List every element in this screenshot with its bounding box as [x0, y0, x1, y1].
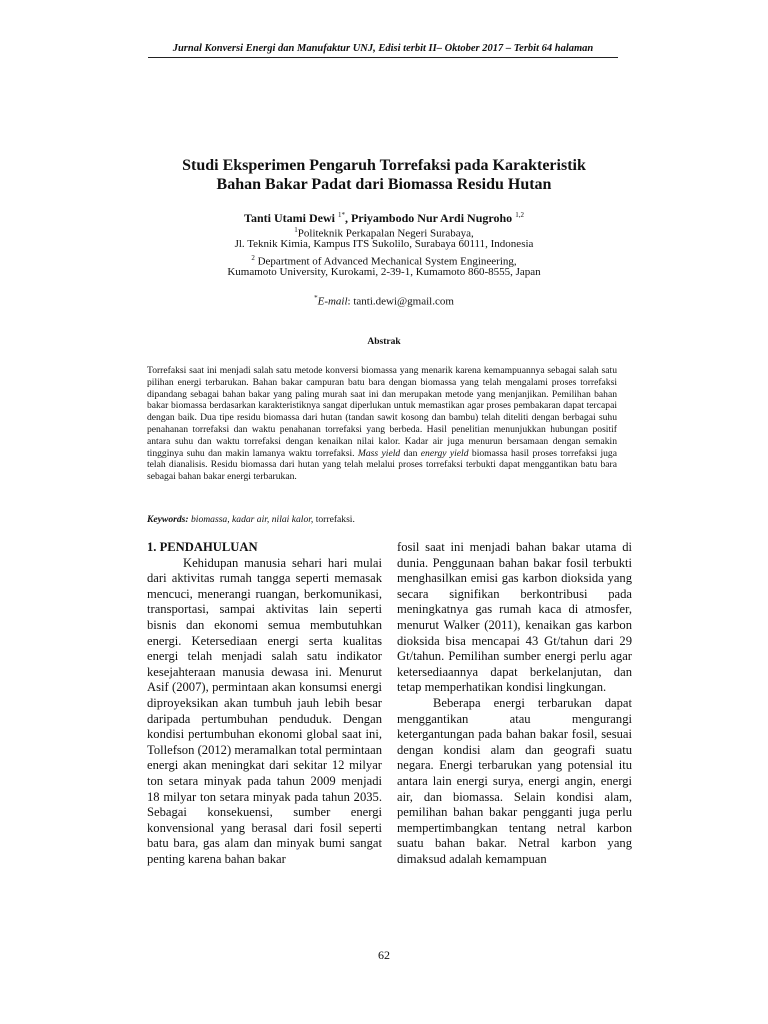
abstract-text-part: dan	[400, 447, 421, 459]
author-1: Tanti Utami Dewi	[244, 211, 335, 225]
email-address[interactable]: : tanti.dewi@gmail.com	[347, 295, 454, 308]
abstract-term-energy-yield: energy yield	[420, 447, 469, 459]
author-separator: ,	[344, 211, 351, 225]
title-line-1: Studi Eksperimen Pengaruh Torrefaksi pada Karakteristik	[182, 157, 586, 174]
author-list	[140, 208, 628, 225]
paper-title	[140, 156, 628, 194]
section-heading: 1. PENDAHULUAN	[147, 540, 258, 554]
body-paragraph: Beberapa energi terbarukan dapat menggantikan atau mengurangi ketergantungan pada bahan bakar fosil, sesuai dengan kondisi alam dan geografi suatu negara. Energi terbarukan yang potensial itu antara lain energi surya, energi angin, energi air, dan biomassa. Selain kondisi alam, pemilihan bahan bakar pengganti juga perlu mempertimbangkan tentang netral karbon suatu bahan bakar. Netral karbon yang dimaksud adalah kemampuan	[397, 695, 632, 866]
running-header: Jurnal Konversi Energi dan Manufaktur UNJ, Edisi terbit II– Oktober 2017 – Terbit 64 halaman	[148, 43, 618, 58]
abstract-text	[147, 365, 617, 483]
title-line-2: Bahan Bakar Padat dari Biomassa Residu Hutan	[216, 176, 552, 193]
body-paragraph: fosil saat ini menjadi bahan bakar utama di dunia. Penggunaan bahan bakar fosil terbukti menghasilkan emisi gas karbon dioksida yang secara signifikan berkontribusi pada meningkatnya gas rumah kaca di atmosfer, menurut Walker (2011), kenaikan gas karbon dioksida bisa mencapai 43 Gt/tahun dari 29 Gt/tahun. Pemilihan sumber energi perlu agar ketersediaannya dapat berkelanjutan, dan tetap memperhatikan kondisi lingkungan.	[397, 540, 632, 695]
author-1-affiliation-marker: 1*	[337, 211, 345, 219]
email-marker: *	[314, 294, 318, 302]
affiliation-2-marker: 2	[251, 254, 255, 262]
affiliation-2-department: Department of Advanced Mechanical System Engineering,	[257, 255, 517, 268]
affiliation-1-marker: 1	[294, 226, 298, 234]
right-column	[397, 540, 632, 867]
keywords	[147, 514, 617, 525]
keywords-italic: biomassa, kadar air, nilai kalor,	[188, 514, 314, 525]
abstract-text-part: Torrefaksi saat ini menjadi salah satu metode konversi biomassa yang menarik karena kemampuannya sebagai salah satu pilihan energi terbarukan. Bahan bakar campuran batu bara dengan biomassa yang telah mengalami proses torrefaksi dipandang sebagai bahan bakar yang paling murah saat ini dan merupakan metode yang menjanjikan. Pemilihan bahan bakar biomassa berdasarkan karakteristiknya sangat diperlukan untuk memastikan agar proses pembakaran dapat tercapai dengan baik. Dua tipe residu biomassa dari hutan (tandan sawit kosong dan bambu) telah diteliti dengan berbagai suhu penahanan torrefaksi dan waktu penahanan torrefaksi yang berbeda. Hasil penelitian menunjukkan hubungan positif antara suhu dan waktu torrefaksi dengan kenaikan nilai kalor. Kadar air juga menurun bersamaan dengan semakin tingginya suhu dan makin lamanya waktu torrefaksi.	[147, 365, 617, 459]
keywords-label: Keywords:	[147, 514, 189, 525]
page-number: 62	[378, 948, 390, 962]
abstract-text-part: biomassa hasil proses torrefaksi juga telah dianalisis. Residu biomassa dari hutan yang telah melalui proses torrefaksi terbukti dapat menggantikan batu bara sebagai bahan bakar energi terbarukan.	[147, 447, 617, 483]
body-paragraph: Kehidupan manusia sehari hari mulai dari aktivitas rumah tangga seperti memasak mencuci, menerangi ruangan, berkomunikasi, transportasi, sampai aktivitas lain seperti bisnis dan ekonomi semua membutuhkan energi. Ketersediaan energi serta kualitas energi telah menjadi salah satu indikator kesejahteraan manusia dewasa ini. Menurut Asif (2007), permintaan akan konsumsi energi diproyeksikan akan tumbuh jauh lebih besar daripada pertumbuhan penduduk. Dengan kondisi pertumbuhan ekonomi global saat ini, Tollefson (2012) meramalkan total permintaan energi akan meningkat dari sekitar 12 milyar ton setara minyak pada tahun 2009 menjadi 18 milyar ton setara minyak pada tahun 2035. Sebagai konsekuensi, sumber energi konvensional yang berasal dari fosil seperti batu bara, gas alam dan minyak bumi sangat penting karena bahan bakar	[147, 555, 382, 866]
keywords-plain: torrefaksi.	[313, 514, 355, 525]
left-column	[147, 540, 382, 867]
affiliation-1-line-2: Jl. Teknik Kimia, Kampus ITS Sukolilo, Surabaya 60111, Indonesia	[234, 238, 534, 250]
affiliation-2-line-2: Kumamoto University, Kurokami, 2-39-1, Kumamoto 860-8555, Japan	[227, 266, 541, 278]
email-label: E-mail	[317, 295, 348, 308]
affiliation-1-institution: Politeknik Perkapalan Negeri Surabaya,	[297, 227, 474, 240]
author-2-affiliation-marker: 1,2	[515, 211, 524, 219]
author-2: Priyambodo Nur Ardi Nugroho	[350, 211, 513, 225]
abstract-heading: Abstrak	[367, 337, 401, 347]
abstract-term-mass-yield: Mass yield	[357, 447, 401, 459]
corresponding-email	[140, 294, 628, 308]
